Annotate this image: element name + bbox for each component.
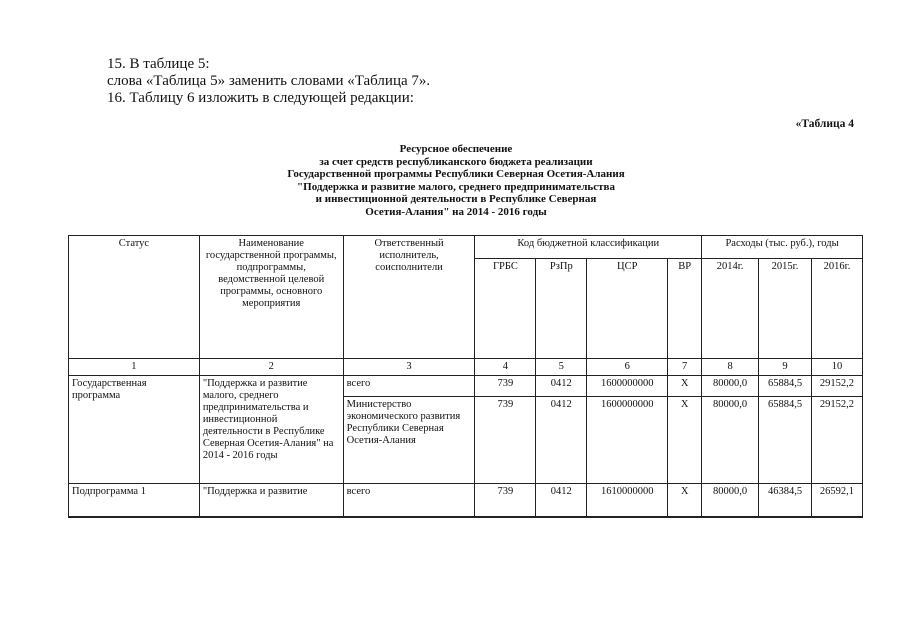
intro-line-1: 15. В таблице 5: (107, 56, 210, 72)
resource-table (68, 235, 863, 518)
row-status: Государственная программа (69, 376, 200, 484)
cell-grbs: 739 (475, 376, 536, 397)
cell-csr: 1600000000 (587, 397, 668, 484)
cell-2016: 29152,2 (811, 376, 862, 397)
cell-vr: X (668, 376, 702, 397)
cell-vr: X (668, 397, 702, 484)
table-row (69, 484, 863, 518)
header-status: Статус (69, 236, 200, 359)
cell-grbs: 739 (475, 484, 536, 518)
title-line-1: Ресурсное обеспечение (399, 143, 513, 155)
row-name: "Поддержка и развитие малого, среднего предпринимательства и инвестиционной деятельности в Республике Северная Осетия-Алания" на 2014 - 2016 годы (199, 376, 343, 484)
cell-rzpr: 0412 (536, 484, 587, 518)
cell-2016: 26592,1 (811, 484, 862, 518)
header-row (69, 236, 863, 259)
cell-2014: 80000,0 (702, 376, 759, 397)
title-line-6: Осетия-Алания" на 2014 - 2016 годы (365, 205, 547, 218)
title-line-3: Государственной программы Республики Северная Осетия-Алания (287, 168, 625, 181)
title-line-5: и инвестиционной деятельности в Республике Северная (315, 193, 597, 206)
header-grbs: ГРБС (475, 259, 536, 359)
intro-line-3: 16. Таблицу 6 изложить в следующей редакции: (107, 90, 414, 106)
header-2016: 2016г. (811, 259, 862, 359)
intro-line-2: слова «Таблица 5» заменить словами «Таблица 7». (107, 73, 431, 89)
column-number: 4 (475, 359, 536, 376)
column-number: 7 (668, 359, 702, 376)
cell-2015: 65884,5 (759, 397, 812, 484)
cell-2016: 29152,2 (811, 397, 862, 484)
column-number: 10 (811, 359, 862, 376)
header-csr: ЦСР (587, 259, 668, 359)
header-responsible: Ответственный исполнитель, соисполнители (343, 236, 475, 359)
row-responsible: всего (343, 376, 475, 397)
header-2014: 2014г. (702, 259, 759, 359)
row-status: Подпрограмма 1 (69, 484, 200, 518)
table-number-label: «Таблица 4 (795, 118, 854, 130)
title-line-2: за счет средств республиканского бюджета реализации (319, 155, 593, 168)
header-code-group: Код бюджетной классификации (475, 236, 702, 259)
row-responsible: всего (343, 484, 475, 518)
row-name: "Поддержка и развитие (199, 484, 343, 518)
table-title (215, 143, 697, 219)
column-number: 9 (759, 359, 812, 376)
row-responsible: Министерство экономического развития Республики Северная Осетия-Алания (343, 397, 475, 484)
column-number: 3 (343, 359, 475, 376)
cell-csr: 1610000000 (587, 484, 668, 518)
header-name: Наименование государственной программы, подпрограммы, ведомственной целевой программы, основного мероприятия (199, 236, 343, 359)
table-row (69, 376, 863, 397)
cell-2014: 80000,0 (702, 484, 759, 518)
cell-rzpr: 0412 (536, 397, 587, 484)
cell-2014: 80000,0 (702, 397, 759, 484)
cell-vr: X (668, 484, 702, 518)
header-rzpr: РзПр (536, 259, 587, 359)
cell-csr: 1600000000 (587, 376, 668, 397)
header-2015: 2015г. (759, 259, 812, 359)
cell-grbs: 739 (475, 397, 536, 484)
header-vr: ВР (668, 259, 702, 359)
column-number: 2 (199, 359, 343, 376)
column-number: 6 (587, 359, 668, 376)
title-line-4: "Поддержка и развитие малого, среднего предпринимательства (297, 180, 615, 193)
header-costs-group: Расходы (тыс. руб.), годы (702, 236, 863, 259)
cell-2015: 65884,5 (759, 376, 812, 397)
column-number-row (69, 359, 863, 376)
cell-rzpr: 0412 (536, 376, 587, 397)
column-number: 5 (536, 359, 587, 376)
cell-2015: 46384,5 (759, 484, 812, 518)
intro-text (107, 56, 430, 107)
column-number: 8 (702, 359, 759, 376)
column-number: 1 (69, 359, 200, 376)
